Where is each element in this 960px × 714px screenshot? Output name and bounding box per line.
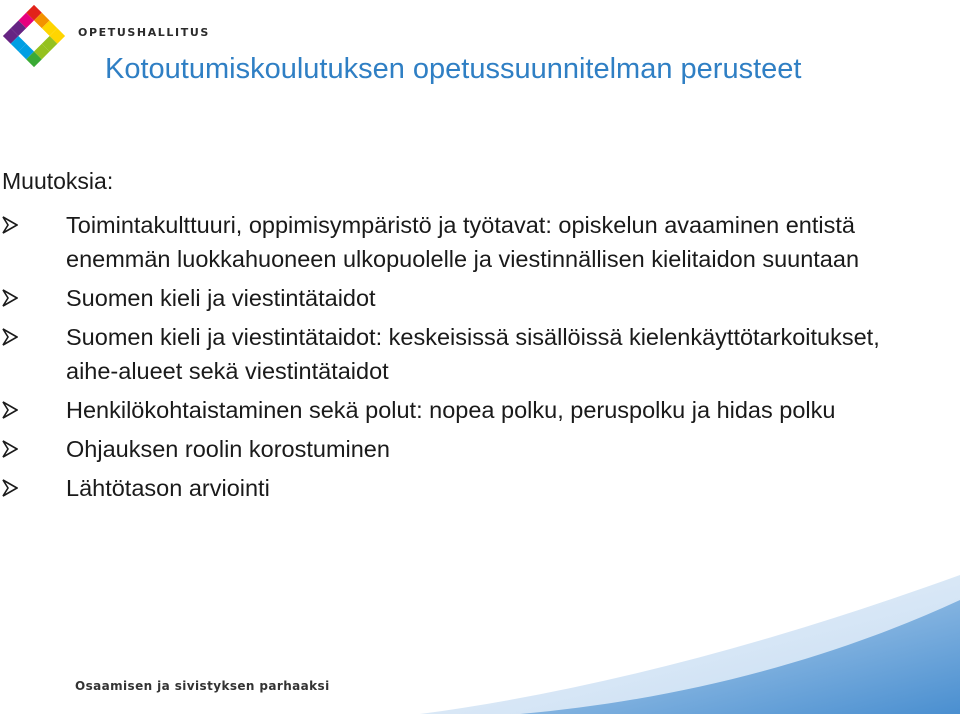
arrowhead-bullet-icon <box>2 440 18 458</box>
arrowhead-bullet-icon <box>2 216 18 234</box>
list-item <box>0 320 930 388</box>
arrowhead-bullet-icon <box>2 401 18 419</box>
bullet-text: Henkilökohtaistaminen sekä polut: nopea polku, peruspolku ja hidas polku <box>66 397 836 423</box>
arrowhead-bullet-icon <box>2 289 18 307</box>
intro-label: Muutoksia: <box>2 168 114 194</box>
list-item <box>0 471 930 505</box>
bullet-text: Toimintakulttuuri, oppimisympäristö ja työtavat: opiskelun avaaminen entistä enemmän luokkahuoneen ulkopuolelle ja viestinnällisen kielitaidon suuntaan <box>66 212 860 272</box>
bullet-text: Lähtötason arviointi <box>66 475 270 501</box>
bullet-text: Suomen kieli ja viestintätaidot: keskeisissä sisällöissä kielenkäyttötarkoitukset, aihe-alueet sekä viestintätaidot <box>66 324 880 384</box>
list-item <box>0 432 930 466</box>
bullet-list <box>0 208 930 510</box>
slide-title: Kotoutumiskoulutuksen opetussuunnitelman perusteet <box>105 53 802 85</box>
list-item <box>0 208 930 276</box>
list-item <box>0 281 930 315</box>
logo-wordmark: OPETUSHALLITUS <box>78 26 210 39</box>
diamond-logo-icon <box>2 2 72 72</box>
bullet-text: Suomen kieli ja viestintätaidot <box>66 285 376 311</box>
arrowhead-bullet-icon <box>2 479 18 497</box>
footer-slogan: Osaamisen ja sivistyksen parhaaksi <box>75 679 330 693</box>
list-item <box>0 393 930 427</box>
arrowhead-bullet-icon <box>2 328 18 346</box>
bullet-text: Ohjauksen roolin korostuminen <box>66 436 390 462</box>
